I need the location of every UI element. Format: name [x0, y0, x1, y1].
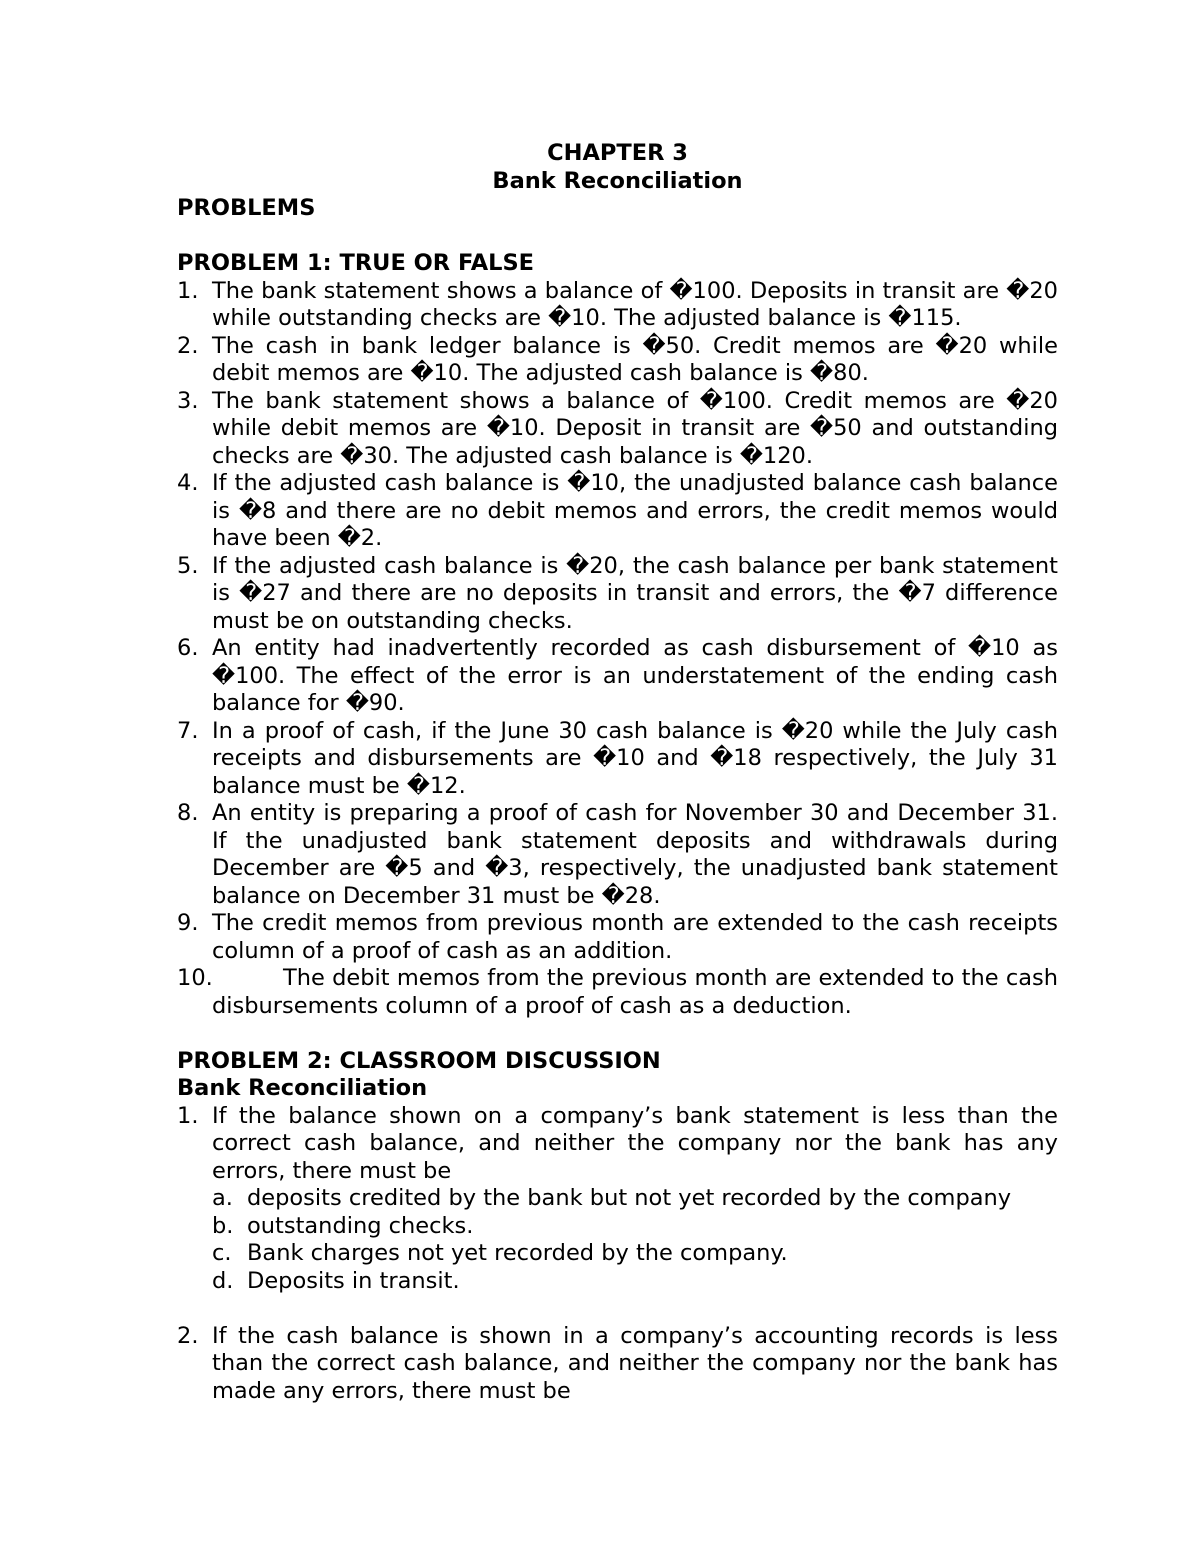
item-text: The credit memos from previous month are extended to the cash receipts column of a proof of cash as an addition.	[212, 910, 1058, 964]
item-text: The debit memos from the previous month are extended to the cash disbursements column of a proof of cash as a deduction.	[212, 965, 1058, 1019]
list-item	[177, 1323, 1058, 1406]
chapter-number: CHAPTER 3	[547, 140, 688, 166]
item-text: The bank statement shows a balance of �100. Credit memos are �20 while debit memos are �10. Deposit in transit are �50 and outstanding checks are �30. The adjusted cash balance is �120.	[212, 387, 1058, 469]
item-number: 2.	[177, 332, 199, 359]
list-item	[177, 635, 1058, 718]
item-number: 5.	[177, 552, 199, 579]
choice-letter: a.	[212, 1185, 233, 1211]
list-item	[177, 470, 1058, 553]
item-text: The bank statement shows a balance of �100. Deposits in transit are �20 while outstanding checks are �10. The adjusted balance is �115.	[212, 277, 1058, 331]
list-item	[177, 718, 1058, 801]
item-number: 1.	[177, 1102, 199, 1129]
page-content	[177, 140, 1058, 1405]
item-number: 4.	[177, 470, 199, 496]
choice-text: outstanding checks.	[247, 1212, 474, 1239]
list-item	[177, 388, 1058, 471]
list-item	[177, 1103, 1058, 1296]
problem-2-list-continued	[177, 1323, 1058, 1406]
list-item	[177, 333, 1058, 388]
choice-letter: d.	[212, 1267, 234, 1294]
item-text: In a proof of cash, if the June 30 cash balance is �20 while the July cash receipts and disbursements are �10 and �18 respectively, the July 31 balance must be �12.	[212, 717, 1058, 799]
item-text: If the adjusted cash balance is �20, the cash balance per bank statement is �27 and there are no deposits in transit and errors, the �7 difference must be on outstanding checks.	[212, 552, 1058, 634]
item-number: 9.	[177, 910, 199, 936]
spacer	[177, 223, 1058, 251]
choice-item	[212, 1185, 1058, 1213]
item-number: 1.	[177, 277, 199, 304]
list-item	[177, 910, 1058, 965]
choice-text: Deposits in transit.	[247, 1267, 460, 1294]
item-number: 6.	[177, 635, 199, 661]
item-number: 7.	[177, 717, 199, 744]
choice-item	[212, 1268, 1058, 1296]
choice-text: Bank charges not yet recorded by the company.	[247, 1240, 788, 1266]
problem-2-heading: PROBLEM 2: CLASSROOM DISCUSSION	[177, 1047, 661, 1074]
list-item	[177, 800, 1058, 910]
item-number: 10.	[177, 965, 213, 991]
choice-letter: b.	[212, 1212, 234, 1239]
item-text: The cash in bank ledger balance is �50. Credit memos are �20 while debit memos are �10. The adjusted cash balance is �80.	[212, 332, 1058, 386]
item-number: 3.	[177, 387, 199, 414]
problem-2-subheading: Bank Reconciliation	[177, 1075, 428, 1101]
section-label: PROBLEMS	[177, 195, 316, 221]
choice-list	[212, 1185, 1058, 1295]
list-item	[177, 965, 1058, 1020]
item-text: An entity is preparing a proof of cash for November 30 and December 31. If the unadjusted bank statement deposits and withdrawals during December are �5 and �3, respectively, the unadjusted bank statement balance on December 31 must be �28.	[212, 800, 1058, 909]
problem-2-list	[177, 1103, 1058, 1296]
problem-1-heading: PROBLEM 1: TRUE OR FALSE	[177, 250, 535, 276]
list-item	[177, 278, 1058, 333]
item-text: If the balance shown on a company’s bank statement is less than the correct cash balance, and neither the company nor the bank has any errors, there must be	[212, 1102, 1058, 1184]
choice-item	[212, 1240, 1058, 1268]
chapter-title: Bank Reconciliation	[492, 167, 743, 194]
choice-letter: c.	[212, 1240, 232, 1266]
item-text: If the cash balance is shown in a company’s accounting records is less than the correct cash balance, and neither the company nor the bank has made any errors, there must be	[212, 1322, 1058, 1404]
choice-text: deposits credited by the bank but not yet recorded by the company	[247, 1185, 1012, 1211]
spacer	[177, 1020, 1058, 1048]
spacer	[177, 1295, 1058, 1323]
list-item	[177, 553, 1058, 636]
choice-item	[212, 1213, 1058, 1241]
item-text: An entity had inadvertently recorded as cash disbursement of �10 as �100. The effect of the error is an understatement of the ending cash balance for �90.	[212, 635, 1058, 716]
item-number: 2.	[177, 1322, 199, 1349]
problem-1-list	[177, 278, 1058, 1021]
item-number: 8.	[177, 800, 199, 826]
item-text: If the adjusted cash balance is �10, the unadjusted balance cash balance is �8 and there are no debit memos and errors, the credit memos would have been �2.	[212, 470, 1058, 551]
